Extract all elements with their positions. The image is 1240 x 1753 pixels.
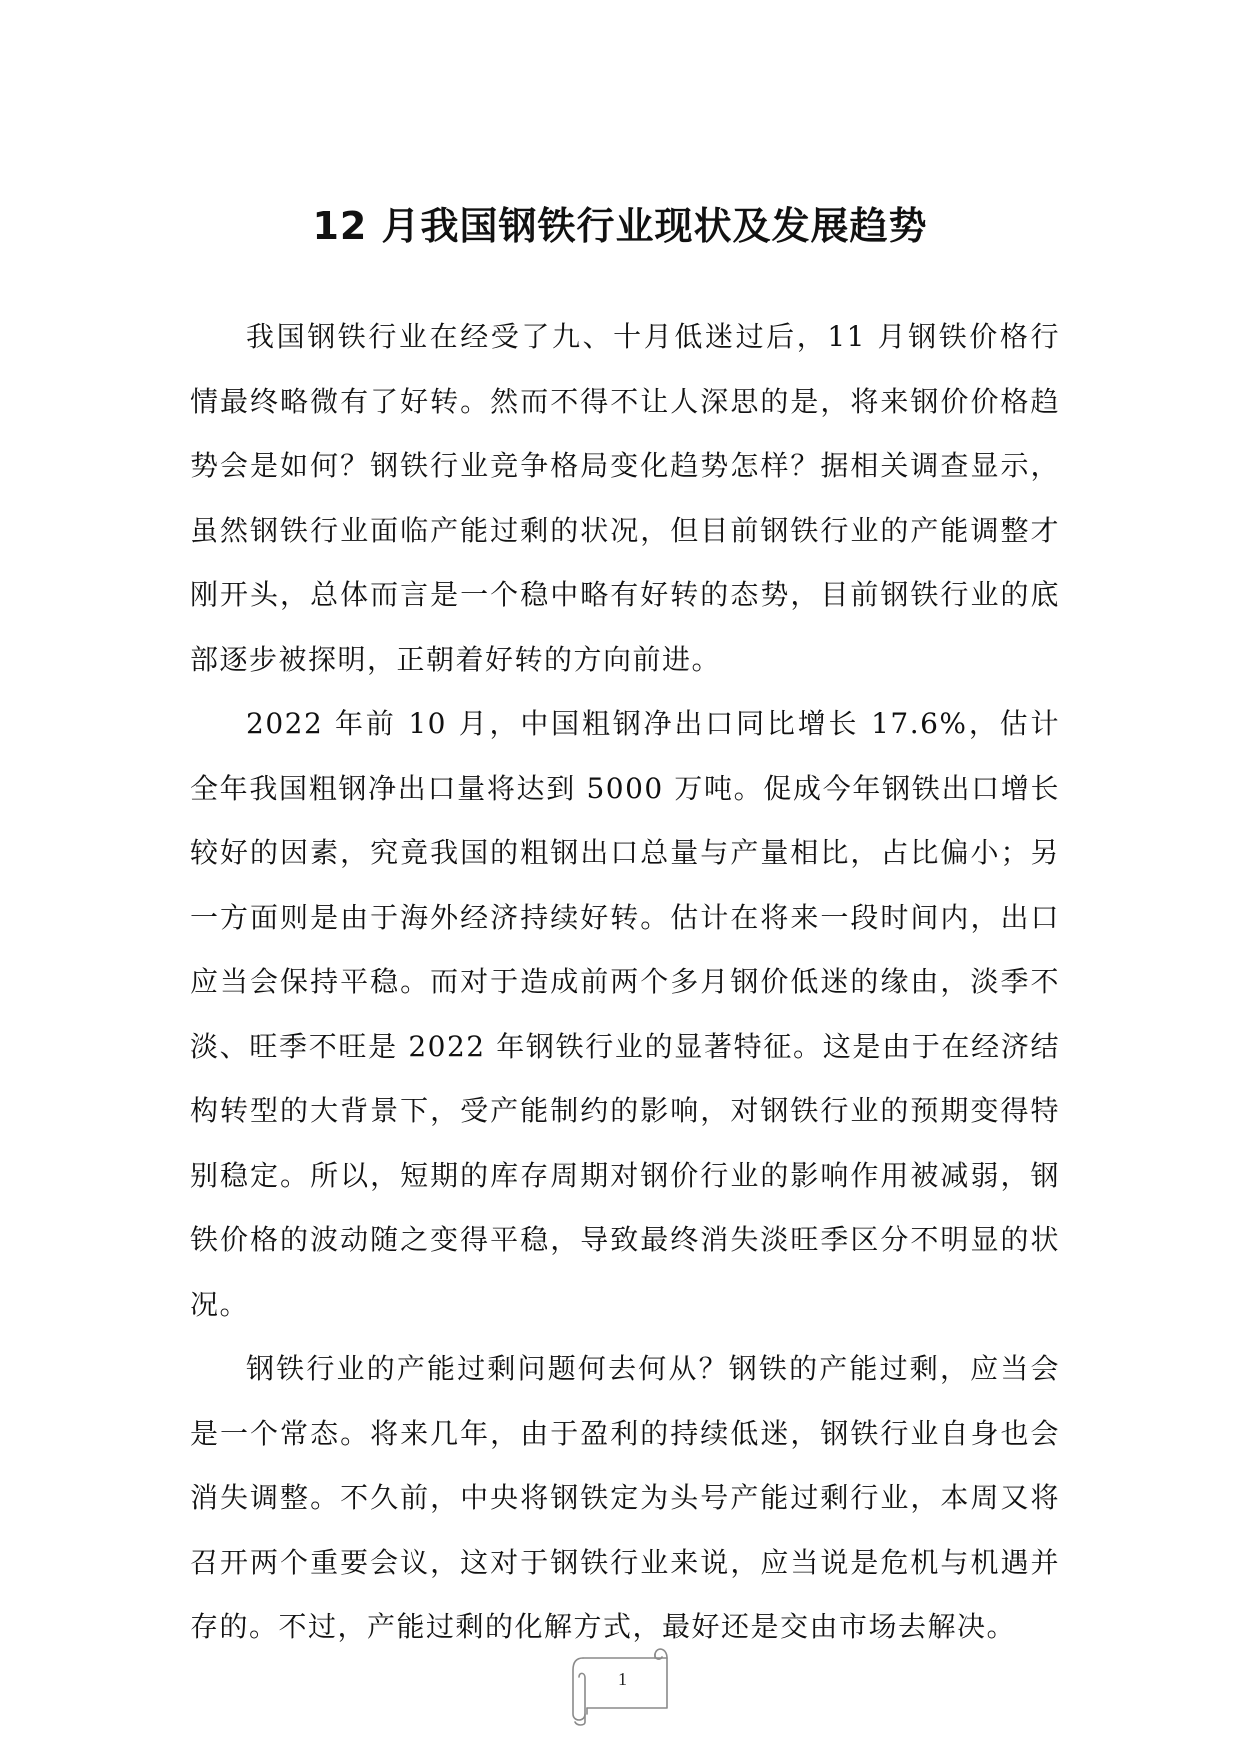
page-footer	[565, 1642, 680, 1727]
document-title: 12 月我国钢铁行业现状及发展趋势	[312, 204, 928, 248]
paragraph-3: 钢铁行业的产能过剩问题何去何从？钢铁的产能过剩，应当会是一个常态。将来几年，由于盈利的持续低迷，钢铁行业自身也会消失调整。不久前，中央将钢铁定为头号产能过剩行业，本周又将召开两个重要会议，这对于钢铁行业来说，应当说是危机与机遇并存的。不过，产能过剩的化解方式，最好还是交由市场去解决。	[190, 1352, 1060, 1643]
paragraph-1: 我国钢铁行业在经受了九、十月低迷过后，11 月钢铁价格行情最终略微有了好转。然而不得不让人深思的是，将来钢价价格趋势会是如何？钢铁行业竞争格局变化趋势怎样？据相关调查显示，虽然钢铁行业面临产能过剩的状况，但目前钢铁行业的产能调整才刚开头，总体而言是一个稳中略有好转的态势，目前钢铁行业的底部逐步被探明，正朝着好转的方向前进。	[190, 320, 1060, 676]
document-body	[190, 305, 1060, 1660]
page-number: 1	[618, 1669, 627, 1689]
paragraph-2: 2022 年前 10 月，中国粗钢净出口同比增长 17.6%，估计全年我国粗钢净出口量将达到 5000 万吨。促成今年钢铁出口增长较好的因素，究竟我国的粗钢出口总量与产量相比，占比偏小；另一方面则是由于海外经济持续好转。估计在将来一段时间内，出口应当会保持平稳。而对于造成前两个多月钢价低迷的缘由，淡季不淡、旺季不旺是 2022 年钢铁行业的显著特征。这是由于在经济结构转型的大背景下，受产能制约的影响，对钢铁行业的预期变得特别稳定。所以，短期的库存周期对钢价行业的影响作用被减弱，钢铁价格的波动随之变得平稳，导致最终消失淡旺季区分不明显的状况。	[190, 707, 1060, 1321]
